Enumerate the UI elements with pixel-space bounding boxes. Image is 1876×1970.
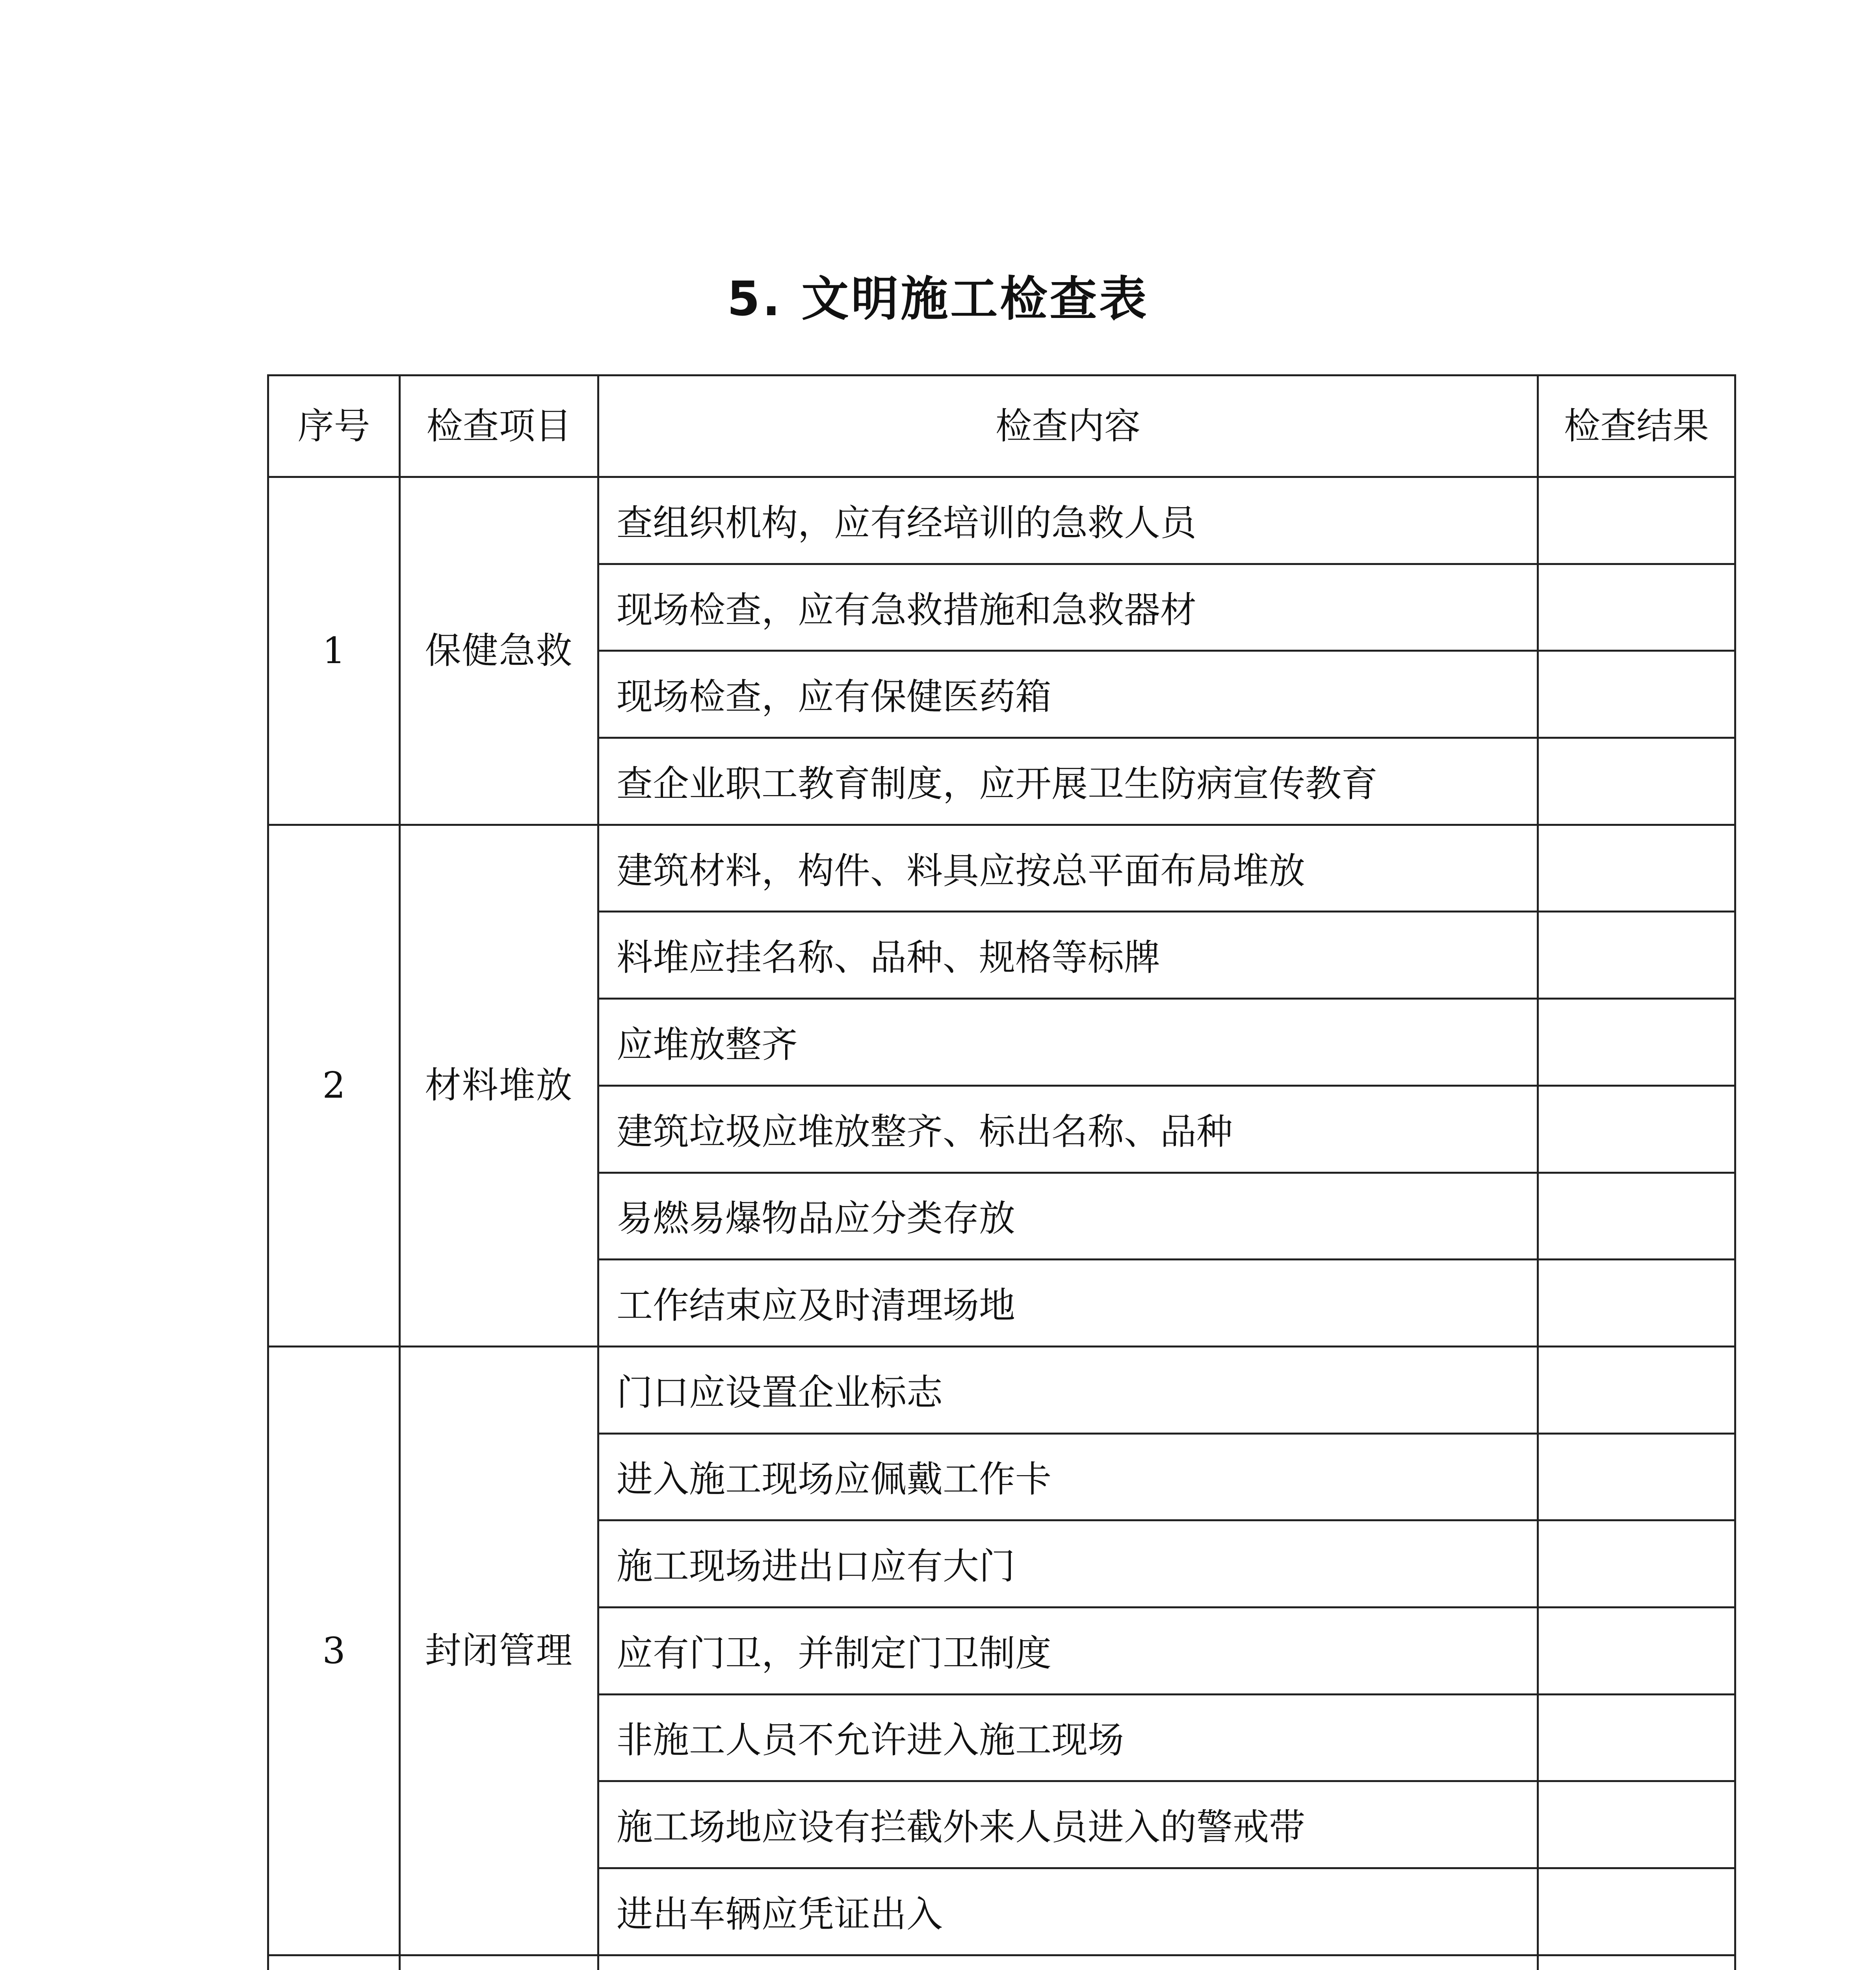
check-result-cell[interactable] [1538, 564, 1735, 651]
check-content-cell: 施工现场进出口应有大门 [598, 1520, 1538, 1608]
header-no: 序号 [268, 375, 400, 477]
check-content-cell: 非施工人员不允许进入施工现场 [598, 1694, 1538, 1781]
check-content-cell: 建筑材料，构件、料具应按总平面布局堆放 [598, 825, 1538, 912]
check-result-cell[interactable] [1538, 1173, 1735, 1260]
check-result-cell[interactable] [1538, 825, 1735, 912]
check-result-cell[interactable] [1538, 1868, 1735, 1955]
table-body [268, 477, 1735, 1970]
document-title: 5. 文明施工检查表 [727, 272, 1149, 327]
check-result-cell[interactable] [1538, 738, 1735, 825]
check-item-cell [400, 1955, 598, 1970]
check-result-cell[interactable] [1538, 1085, 1735, 1173]
check-item-cell: 封闭管理 [400, 1346, 598, 1955]
check-result-cell[interactable] [1538, 1433, 1735, 1520]
check-content-cell: 门口应设置企业标志 [598, 1346, 1538, 1433]
check-result-cell[interactable] [1538, 1607, 1735, 1694]
inspection-table [267, 374, 1736, 1970]
check-content-cell: 施工场地应设有拦截外来人员进入的警戒带 [598, 1781, 1538, 1868]
check-result-cell[interactable] [1538, 1694, 1735, 1781]
check-result-cell[interactable] [1538, 651, 1735, 738]
header-content: 检查内容 [598, 375, 1538, 477]
check-content-cell: 查企业职工教育制度，应开展卫生防病宣传教育 [598, 738, 1538, 825]
table-row [268, 477, 1735, 564]
table-row [268, 825, 1735, 912]
check-content-cell: 应堆放整齐 [598, 999, 1538, 1086]
table-row [268, 1346, 1735, 1433]
check-content-cell: 建筑垃圾应堆放整齐、标出名称、品种 [598, 1085, 1538, 1173]
check-content-cell: 现场检查，应有急救措施和急救器材 [598, 564, 1538, 651]
check-content-cell: 易燃易爆物品应分类存放 [598, 1173, 1538, 1260]
check-result-cell[interactable] [1538, 912, 1735, 999]
check-result-cell[interactable] [1538, 1260, 1735, 1347]
row-number-cell: 3 [268, 1346, 400, 1955]
check-content-cell [598, 1955, 1538, 1970]
row-number-cell: 2 [268, 825, 400, 1346]
table-row [268, 1955, 1735, 1970]
check-content-cell: 查组织机构，应有经培训的急救人员 [598, 477, 1538, 564]
check-result-cell[interactable] [1538, 1781, 1735, 1868]
row-number-cell: 1 [268, 477, 400, 825]
check-result-cell[interactable] [1538, 477, 1735, 564]
header-item: 检查项目 [400, 375, 598, 477]
check-result-cell[interactable] [1538, 1346, 1735, 1433]
check-content-cell: 现场检查，应有保健医药箱 [598, 651, 1538, 738]
check-result-cell[interactable] [1538, 1955, 1735, 1970]
check-result-cell[interactable] [1538, 1520, 1735, 1608]
check-item-cell: 材料堆放 [400, 825, 598, 1346]
check-result-cell[interactable] [1538, 999, 1735, 1086]
check-item-cell: 保健急救 [400, 477, 598, 825]
check-content-cell: 工作结束应及时清理场地 [598, 1260, 1538, 1347]
check-content-cell: 进出车辆应凭证出入 [598, 1868, 1538, 1955]
table-header-row [268, 375, 1735, 477]
check-content-cell: 应有门卫，并制定门卫制度 [598, 1607, 1538, 1694]
check-content-cell: 进入施工现场应佩戴工作卡 [598, 1433, 1538, 1520]
check-content-cell: 料堆应挂名称、品种、规格等标牌 [598, 912, 1538, 999]
header-result: 检查结果 [1538, 375, 1735, 477]
row-number-cell [268, 1955, 400, 1970]
